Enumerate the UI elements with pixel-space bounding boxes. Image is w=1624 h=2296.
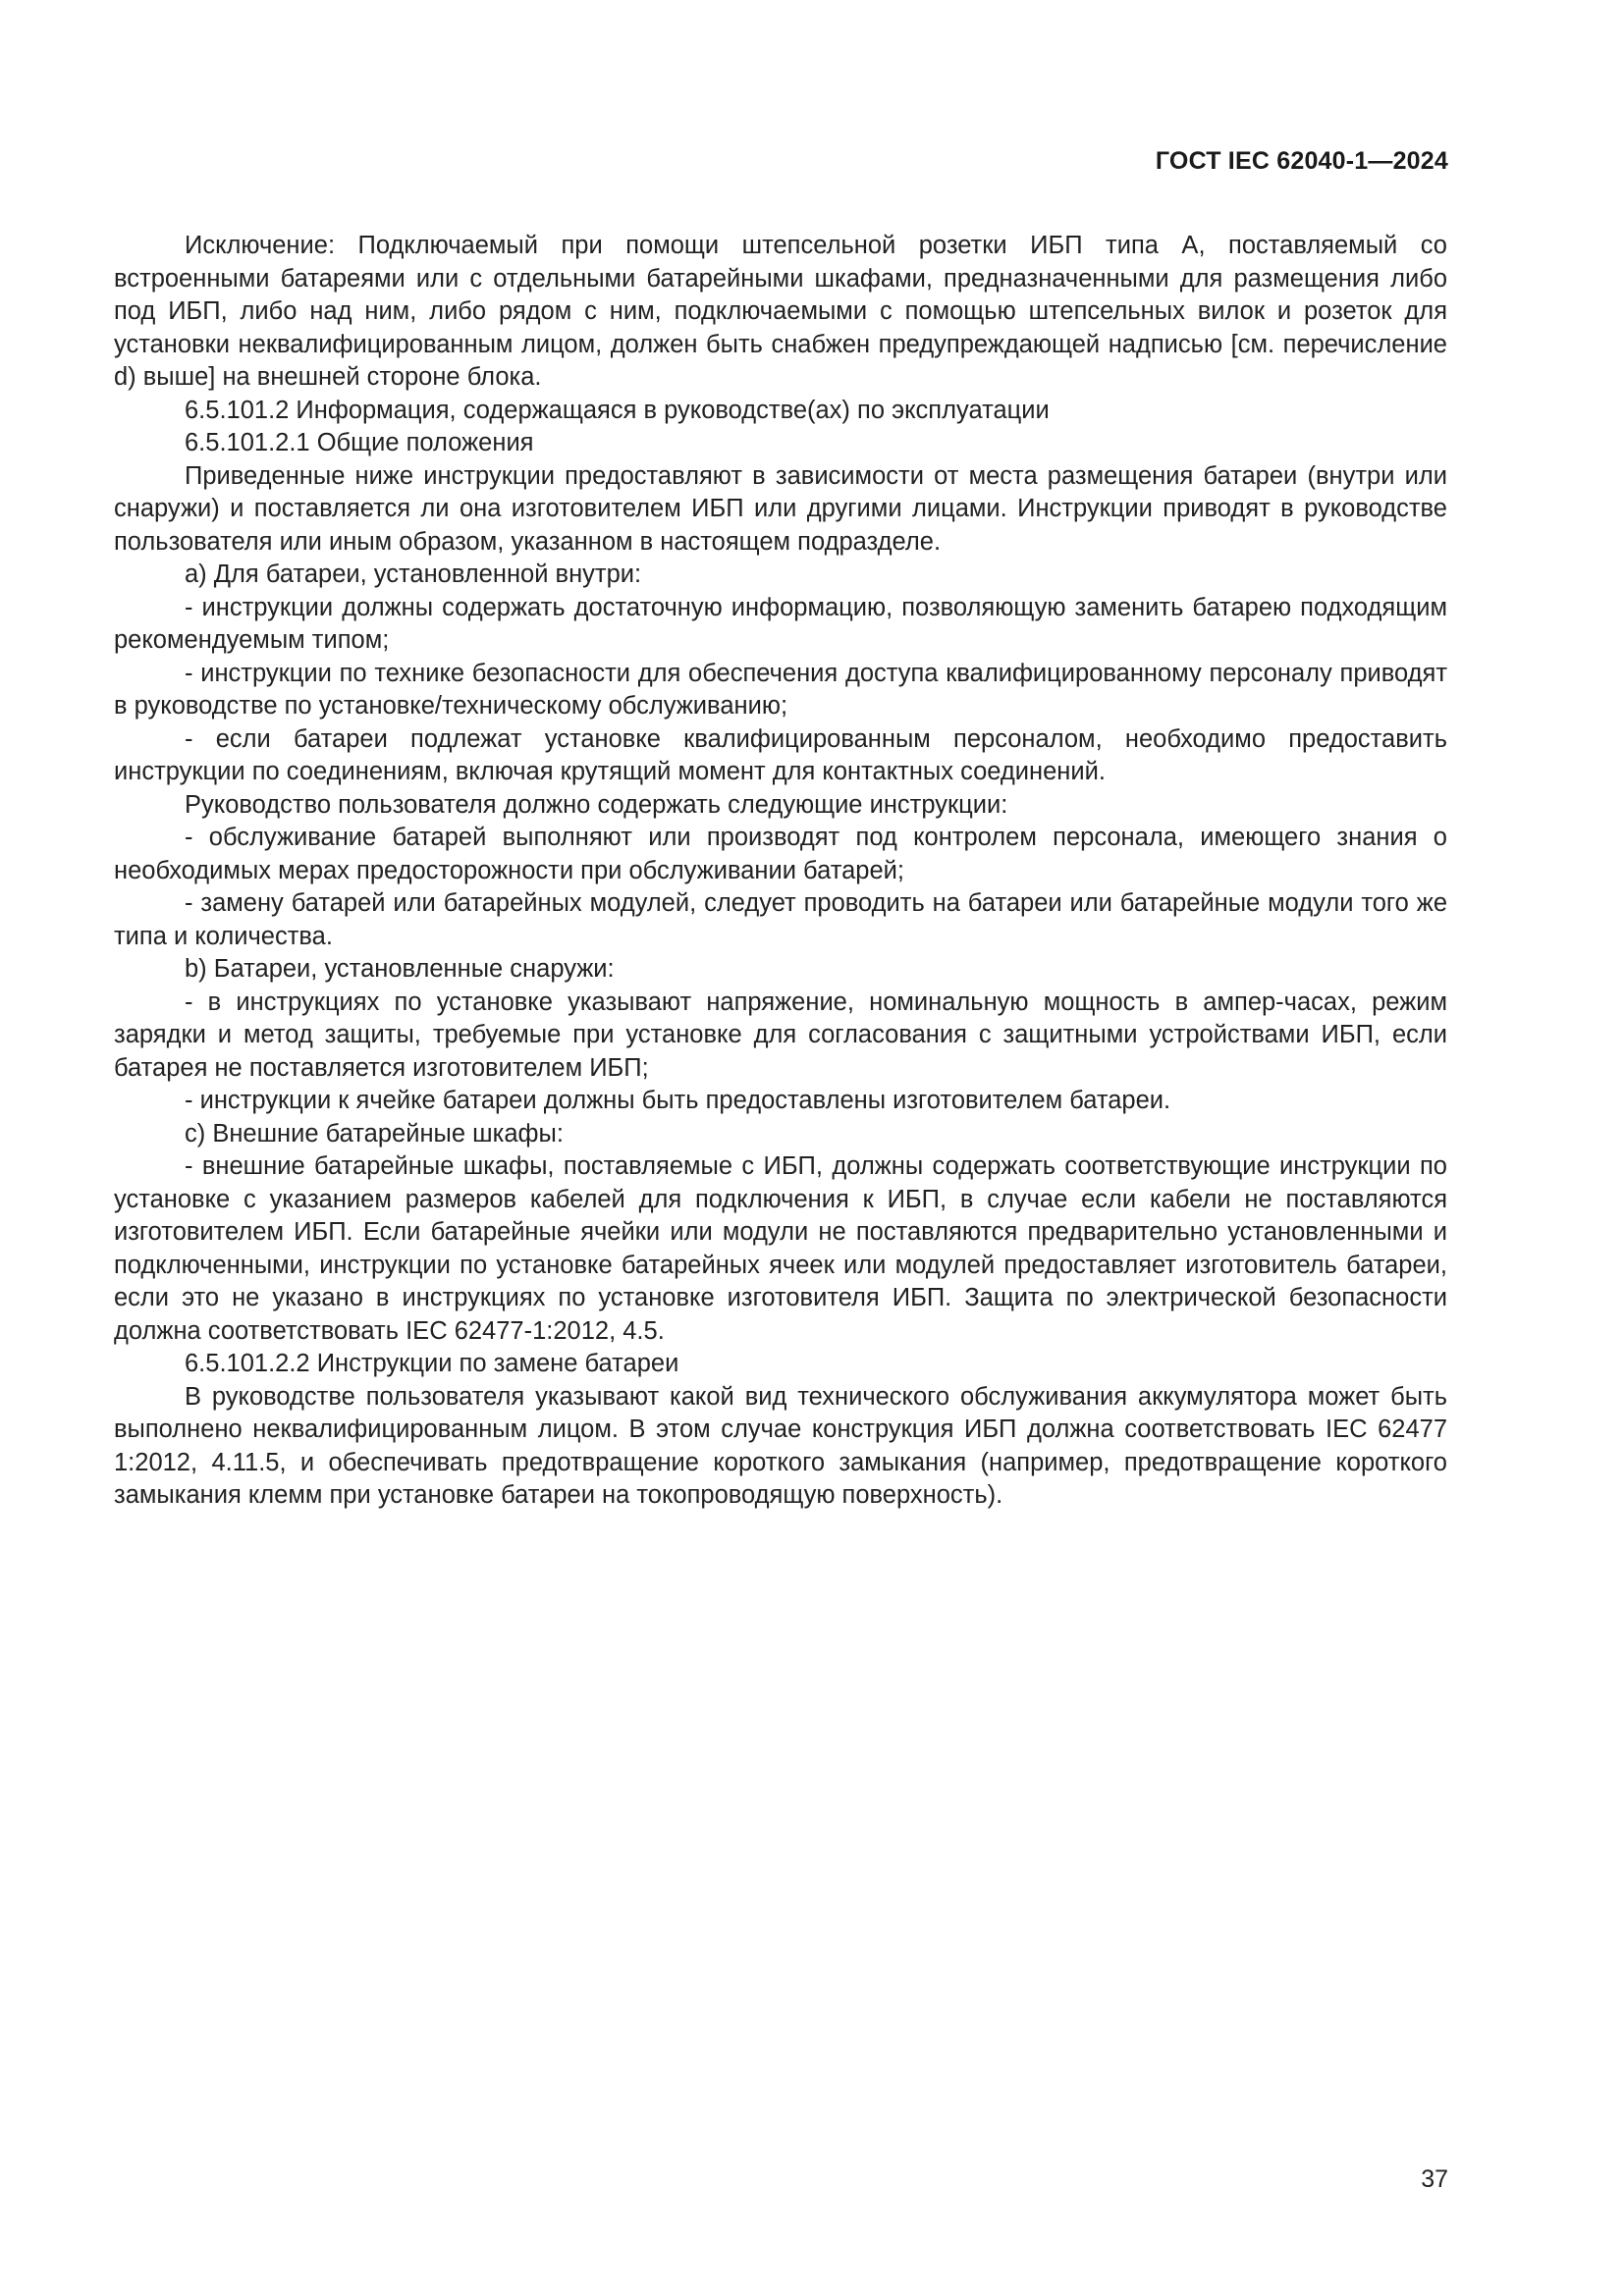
document-standard-number: ГОСТ IEC 62040-1—2024	[1155, 147, 1448, 175]
section-heading-6-5-101-2-2: 6.5.101.2.2 Инструкции по замене батареи	[185, 1350, 679, 1377]
paragraph-user-manual: Руководство пользователя должно содержать следующие инструкции:	[185, 790, 1008, 819]
page-number: 37	[1421, 2165, 1448, 2193]
paragraph-battery-replacement: В руководстве пользователя указывают какой вид технического обслуживания аккумулятора может быть выполнено неквалифицированным лицом. В этом случае конструкция ИБП должна соответствовать IEC 62477 1:2012, 4.11.5, и обеспечивать предотвращение короткого замыкания (например, предотвращение короткого замыкания клемм при установке батареи на токопроводящую поверхность).	[114, 1382, 1447, 1509]
section-heading-6-5-101-2-1: 6.5.101.2.1 Общие положения	[185, 429, 534, 456]
paragraph-general-provisions: Приведенные ниже инструкции предоставляют в зависимости от места размещения батареи (внутри или снаружи) и поставляется ли она изготовителем ИБП или другими лицами. Инструкции приводят в руководстве пользователя или иным образом, указанном в настоящем подразделе.	[114, 461, 1447, 556]
list-item-a-3: - если батареи подлежат установке квалифицированным персоналом, необходимо предоставить инструкции по соединениям, включая крутящий момент для контактных соединений.	[114, 724, 1447, 785]
document-body	[114, 230, 1447, 1513]
list-heading-c: с) Внешние батарейные шкафы:	[185, 1119, 564, 1148]
list-item-manual-2: - замену батарей или батарейных модулей, следует проводить на батареи или батарейные модули того же типа и количества.	[114, 889, 1447, 950]
list-item-c-1: - внешние батарейные шкафы, поставляемые с ИБП, должны содержать соответствующие инструкции по установке с указанием размеров кабелей для подключения к ИБП, в случае если кабели не поставляются изготовителем ИБП. Если батарейные ячейки или модули не поставляются предварительно установленными и подключенными, инструкции по установке батарейных ячеек или модулей предоставляет изготовитель батареи, если это не указано в инструкциях по установке изготовителя ИБП. Защита по электрической безопасности должна соответствовать IEC 62477-1:2012, 4.5.	[114, 1152, 1447, 1345]
paragraph-exception: Исключение: Подключаемый при помощи штепсельной розетки ИБП типа А, поставляемый со встроенными батареями или с отдельными батарейными шкафами, предназначенными для размещения либо под ИБП, либо над ним, либо рядом с ним, подключаемыми с помощью штепсельных вилок и розеток для установки неквалифицированным лицом, должен быть снабжен предупреждающей надписью [см. перечисление d) выше] на внешней стороне блока.	[114, 232, 1447, 391]
list-item-manual-1: - обслуживание батарей выполняют или производят под контролем персонала, имеющего знания о необходимых мерах предосторожности при обслуживании батарей;	[114, 824, 1447, 884]
list-item-b-1: - в инструкциях по установке указывают напряжение, номинальную мощность в ампер-часах, режим зарядки и метод защиты, требуемые при установке для согласования с защитными устройствами ИБП, если батарея не поставляется изготовителем ИБП;	[114, 988, 1447, 1082]
list-item-a-2: - инструкции по технике безопасности для обеспечения доступа квалифицированному персоналу приводят в руководстве по установке/техническому обслуживанию;	[114, 659, 1447, 720]
list-heading-a: а) Для батареи, установленной внутри:	[185, 561, 642, 588]
list-heading-b: b) Батареи, установленные снаружи:	[185, 955, 615, 983]
list-item-b-2: - инструкции к ячейке батареи должны быть предоставлены изготовителем батареи.	[185, 1087, 1171, 1114]
list-item-a-1: - инструкции должны содержать достаточную информацию, позволяющую заменить батарею подходящим рекомендуемым типом;	[114, 593, 1447, 654]
section-heading-6-5-101-2: 6.5.101.2 Информация, содержащаяся в руководстве(ах) по эксплуатации	[185, 396, 1050, 424]
